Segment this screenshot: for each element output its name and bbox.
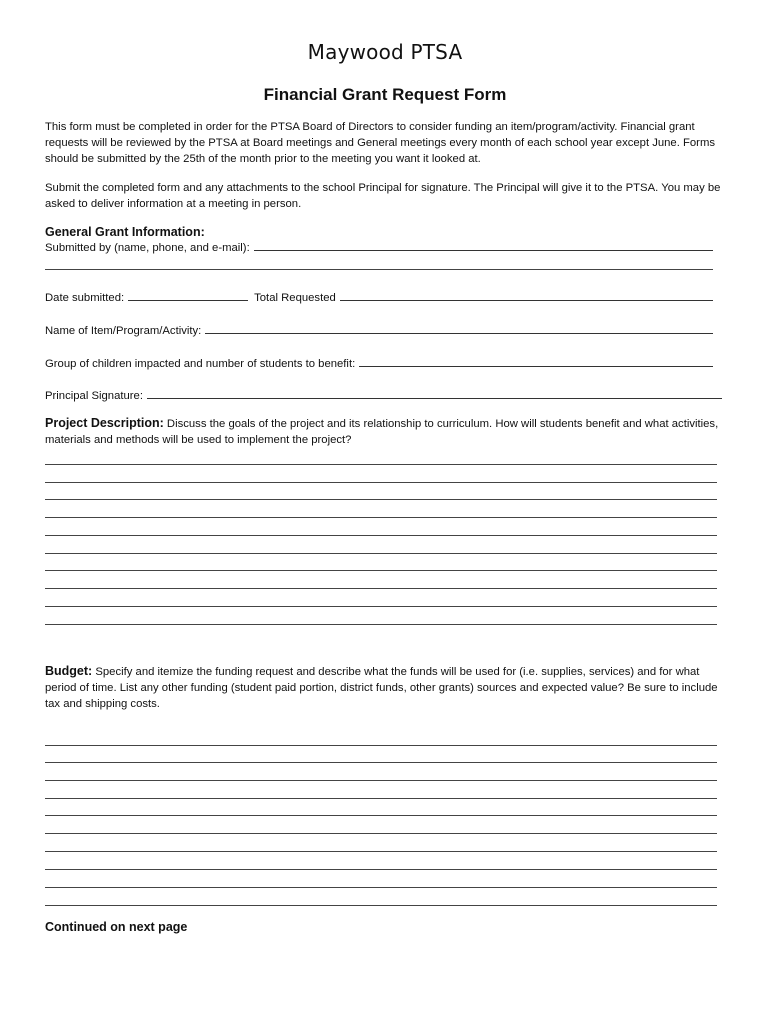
budget-line[interactable] — [45, 851, 717, 852]
budget-paragraph — [45, 663, 730, 712]
project-line[interactable] — [45, 624, 717, 625]
project-line[interactable] — [45, 482, 717, 483]
budget-line[interactable] — [45, 869, 717, 870]
total-requested-field[interactable] — [340, 289, 713, 301]
project-line[interactable] — [45, 517, 717, 518]
submitted-by-label: Submitted by (name, phone, and e-mail): — [45, 242, 250, 254]
total-requested-label: Total Requested — [254, 292, 336, 304]
project-description-heading: Project Description: — [45, 416, 164, 430]
project-line[interactable] — [45, 606, 717, 607]
project-description-text: Discuss the goals of the project and its relationship to curriculum. How will students benefit and what activities, materials and methods will be used to implement the project? — [45, 418, 719, 446]
intro-paragraph-2: Submit the completed form and any attachments to the school Principal for signature. The Principal will give it to the PTSA. You may be asked to deliver information at a meeting in person. — [45, 182, 721, 210]
item-name-row — [45, 321, 713, 337]
group-label: Group of children impacted and number of students to benefit: — [45, 358, 356, 370]
budget-heading: Budget: — [45, 664, 93, 678]
budget-line[interactable] — [45, 905, 717, 906]
budget-line[interactable] — [45, 833, 717, 834]
budget-text: Specify and itemize the funding request and describe what the funds will be used for (i.e. supplies, services) and for what period of time. List any other funding (student paid portion, district funds, other grants) sources and expected value? Be sure to include tax and shipping costs. — [45, 666, 718, 710]
project-line[interactable] — [45, 588, 717, 589]
intro-paragraph-1: This form must be completed in order for the PTSA Board of Directors to consider funding an item/program/activity. Financial grant requests will be reviewed by the PTSA at Board meetings and General meetings every month of each school year except June. Forms should be submitted by the 25th of the month prior to the meeting you want it looked at. — [45, 121, 715, 165]
principal-signature-row — [45, 386, 722, 402]
budget-line[interactable] — [45, 762, 717, 763]
project-line[interactable] — [45, 553, 717, 554]
budget-line[interactable] — [45, 798, 717, 799]
date-submitted-label: Date submitted: — [45, 292, 125, 304]
submitted-by-field-continued[interactable] — [45, 269, 713, 270]
project-line[interactable] — [45, 535, 717, 536]
project-line[interactable] — [45, 464, 717, 465]
general-info-heading: General Grant Information: — [45, 225, 205, 239]
date-total-row — [45, 288, 713, 304]
item-name-field[interactable] — [205, 322, 713, 334]
organization-title: Maywood PTSA — [307, 40, 463, 64]
principal-signature-field[interactable] — [147, 387, 722, 399]
continued-note: Continued on next page — [45, 920, 188, 934]
item-name-label: Name of Item/Program/Activity: — [45, 325, 202, 337]
budget-line[interactable] — [45, 815, 717, 816]
budget-line[interactable] — [45, 887, 717, 888]
budget-line[interactable] — [45, 745, 717, 746]
project-description-paragraph — [45, 415, 730, 448]
submitted-by-field[interactable] — [254, 239, 713, 251]
submitted-by-row — [45, 238, 713, 254]
group-field[interactable] — [359, 355, 713, 367]
project-line[interactable] — [45, 570, 717, 571]
project-line[interactable] — [45, 499, 717, 500]
date-submitted-field[interactable] — [128, 289, 248, 301]
budget-line[interactable] — [45, 780, 717, 781]
group-row — [45, 354, 713, 370]
principal-signature-label: Principal Signature: — [45, 390, 143, 402]
form-title: Financial Grant Request Form — [263, 85, 507, 104]
